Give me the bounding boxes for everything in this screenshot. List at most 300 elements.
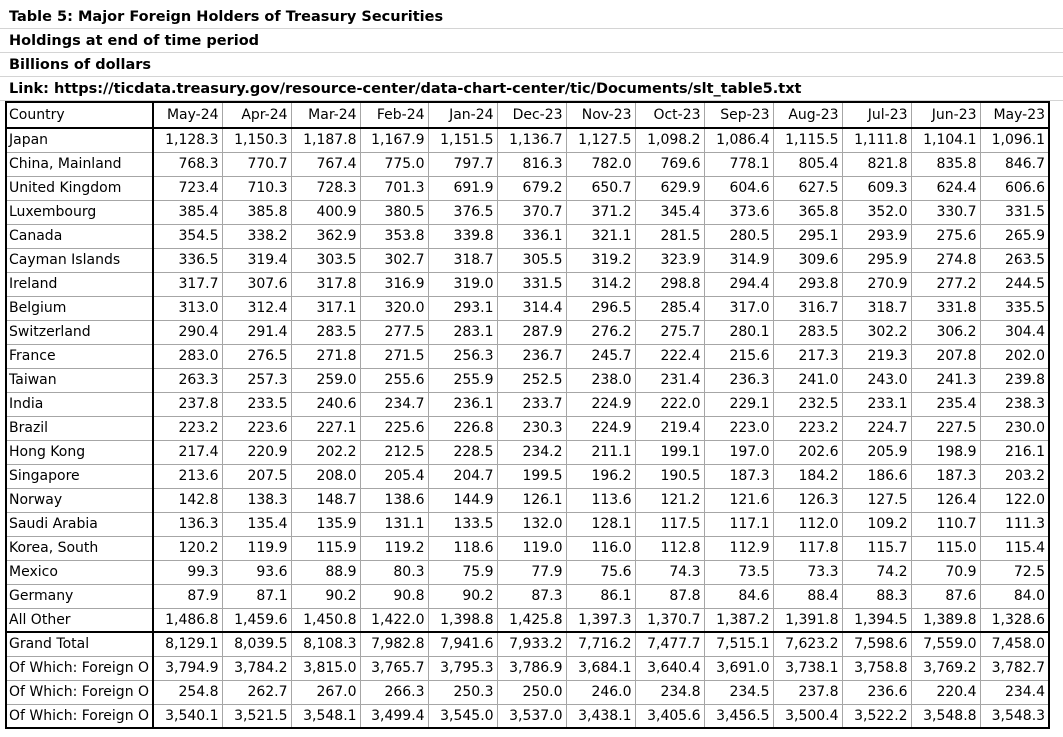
value-cell[interactable]: 233.1 [842, 392, 911, 416]
value-cell[interactable]: 93.6 [222, 560, 291, 584]
value-cell[interactable]: 257.3 [222, 368, 291, 392]
value-cell[interactable]: 306.2 [911, 320, 980, 344]
value-cell[interactable]: 321.1 [566, 224, 635, 248]
value-cell[interactable]: 679.2 [497, 176, 566, 200]
value-cell[interactable]: 8,129.1 [153, 632, 222, 656]
value-cell[interactable]: 230.3 [497, 416, 566, 440]
value-cell[interactable]: 371.2 [566, 200, 635, 224]
value-cell[interactable]: 1,115.5 [773, 128, 842, 152]
value-cell[interactable]: 236.6 [842, 680, 911, 704]
value-cell[interactable]: 624.4 [911, 176, 980, 200]
value-cell[interactable]: 770.7 [222, 152, 291, 176]
value-cell[interactable]: 205.4 [360, 464, 428, 488]
value-cell[interactable]: 117.5 [635, 512, 704, 536]
value-cell[interactable]: 222.4 [635, 344, 704, 368]
value-cell[interactable]: 99.3 [153, 560, 222, 584]
month-column-header[interactable]: Sep-23 [704, 102, 773, 128]
month-column-header[interactable]: Jul-23 [842, 102, 911, 128]
value-cell[interactable]: 319.0 [428, 272, 497, 296]
value-cell[interactable]: 199.5 [497, 464, 566, 488]
value-cell[interactable]: 116.0 [566, 536, 635, 560]
country-cell[interactable]: Belgium [6, 296, 153, 320]
value-cell[interactable]: 354.5 [153, 224, 222, 248]
country-cell[interactable]: United Kingdom [6, 176, 153, 200]
value-cell[interactable]: 385.8 [222, 200, 291, 224]
value-cell[interactable]: 138.6 [360, 488, 428, 512]
value-cell[interactable]: 629.9 [635, 176, 704, 200]
value-cell[interactable]: 244.5 [980, 272, 1049, 296]
value-cell[interactable]: 237.8 [773, 680, 842, 704]
value-cell[interactable]: 3,738.1 [773, 656, 842, 680]
value-cell[interactable]: 207.8 [911, 344, 980, 368]
value-cell[interactable]: 728.3 [291, 176, 360, 200]
value-cell[interactable]: 293.8 [773, 272, 842, 296]
month-column-header[interactable]: Nov-23 [566, 102, 635, 128]
value-cell[interactable]: 3,640.4 [635, 656, 704, 680]
value-cell[interactable]: 217.4 [153, 440, 222, 464]
country-cell[interactable]: Saudi Arabia [6, 512, 153, 536]
value-cell[interactable]: 313.0 [153, 296, 222, 320]
value-cell[interactable]: 3,540.1 [153, 704, 222, 728]
value-cell[interactable]: 266.3 [360, 680, 428, 704]
value-cell[interactable]: 202.0 [980, 344, 1049, 368]
value-cell[interactable]: 835.8 [911, 152, 980, 176]
value-cell[interactable]: 112.8 [635, 536, 704, 560]
value-cell[interactable]: 135.4 [222, 512, 291, 536]
value-cell[interactable]: 296.5 [566, 296, 635, 320]
value-cell[interactable]: 7,941.6 [428, 632, 497, 656]
value-cell[interactable]: 75.9 [428, 560, 497, 584]
value-cell[interactable]: 376.5 [428, 200, 497, 224]
value-cell[interactable]: 127.5 [842, 488, 911, 512]
value-cell[interactable]: 338.2 [222, 224, 291, 248]
value-cell[interactable]: 650.7 [566, 176, 635, 200]
value-cell[interactable]: 280.5 [704, 224, 773, 248]
value-cell[interactable]: 223.2 [153, 416, 222, 440]
month-column-header[interactable]: Aug-23 [773, 102, 842, 128]
value-cell[interactable]: 113.6 [566, 488, 635, 512]
value-cell[interactable]: 131.1 [360, 512, 428, 536]
value-cell[interactable]: 220.9 [222, 440, 291, 464]
value-cell[interactable]: 1,086.4 [704, 128, 773, 152]
value-cell[interactable]: 128.1 [566, 512, 635, 536]
value-cell[interactable]: 187.3 [911, 464, 980, 488]
value-cell[interactable]: 285.4 [635, 296, 704, 320]
value-cell[interactable]: 317.8 [291, 272, 360, 296]
value-cell[interactable]: 307.6 [222, 272, 291, 296]
country-cell[interactable]: France [6, 344, 153, 368]
value-cell[interactable]: 352.0 [842, 200, 911, 224]
value-cell[interactable]: 259.0 [291, 368, 360, 392]
country-cell[interactable]: Cayman Islands [6, 248, 153, 272]
value-cell[interactable]: 115.7 [842, 536, 911, 560]
value-cell[interactable]: 126.3 [773, 488, 842, 512]
value-cell[interactable]: 229.1 [704, 392, 773, 416]
value-cell[interactable]: 373.6 [704, 200, 773, 224]
value-cell[interactable]: 256.3 [428, 344, 497, 368]
value-cell[interactable]: 331.5 [497, 272, 566, 296]
value-cell[interactable]: 126.1 [497, 488, 566, 512]
value-cell[interactable]: 7,982.8 [360, 632, 428, 656]
value-cell[interactable]: 274.8 [911, 248, 980, 272]
value-cell[interactable]: 7,623.2 [773, 632, 842, 656]
value-cell[interactable]: 365.8 [773, 200, 842, 224]
value-cell[interactable]: 1,104.1 [911, 128, 980, 152]
value-cell[interactable]: 314.2 [566, 272, 635, 296]
value-cell[interactable]: 3,794.9 [153, 656, 222, 680]
value-cell[interactable]: 263.5 [980, 248, 1049, 272]
value-cell[interactable]: 1,486.8 [153, 608, 222, 632]
value-cell[interactable]: 220.4 [911, 680, 980, 704]
value-cell[interactable]: 132.0 [497, 512, 566, 536]
value-cell[interactable]: 135.9 [291, 512, 360, 536]
value-cell[interactable]: 3,548.8 [911, 704, 980, 728]
value-cell[interactable]: 202.6 [773, 440, 842, 464]
value-cell[interactable]: 723.4 [153, 176, 222, 200]
value-cell[interactable]: 291.4 [222, 320, 291, 344]
value-cell[interactable]: 3,499.4 [360, 704, 428, 728]
value-cell[interactable]: 227.5 [911, 416, 980, 440]
value-cell[interactable]: 290.4 [153, 320, 222, 344]
value-cell[interactable]: 121.6 [704, 488, 773, 512]
value-cell[interactable]: 119.2 [360, 536, 428, 560]
value-cell[interactable]: 7,458.0 [980, 632, 1049, 656]
value-cell[interactable]: 225.6 [360, 416, 428, 440]
value-cell[interactable]: 110.7 [911, 512, 980, 536]
value-cell[interactable]: 90.2 [428, 584, 497, 608]
value-cell[interactable]: 691.9 [428, 176, 497, 200]
value-cell[interactable]: 231.4 [635, 368, 704, 392]
value-cell[interactable]: 775.0 [360, 152, 428, 176]
value-cell[interactable]: 87.3 [497, 584, 566, 608]
value-cell[interactable]: 339.8 [428, 224, 497, 248]
value-cell[interactable]: 769.6 [635, 152, 704, 176]
value-cell[interactable]: 1,167.9 [360, 128, 428, 152]
value-cell[interactable]: 805.4 [773, 152, 842, 176]
value-cell[interactable]: 304.4 [980, 320, 1049, 344]
value-cell[interactable]: 1,394.5 [842, 608, 911, 632]
value-cell[interactable]: 224.7 [842, 416, 911, 440]
value-cell[interactable]: 208.0 [291, 464, 360, 488]
value-cell[interactable]: 370.7 [497, 200, 566, 224]
value-cell[interactable]: 277.2 [911, 272, 980, 296]
country-cell[interactable]: India [6, 392, 153, 416]
value-cell[interactable]: 1,098.2 [635, 128, 704, 152]
value-cell[interactable]: 316.7 [773, 296, 842, 320]
value-cell[interactable]: 1,387.2 [704, 608, 773, 632]
country-cell[interactable]: Singapore [6, 464, 153, 488]
value-cell[interactable]: 336.1 [497, 224, 566, 248]
country-column-header[interactable]: Country [6, 102, 153, 128]
value-cell[interactable]: 250.3 [428, 680, 497, 704]
value-cell[interactable]: 298.8 [635, 272, 704, 296]
value-cell[interactable]: 276.2 [566, 320, 635, 344]
value-cell[interactable]: 72.5 [980, 560, 1049, 584]
value-cell[interactable]: 312.4 [222, 296, 291, 320]
value-cell[interactable]: 271.8 [291, 344, 360, 368]
value-cell[interactable]: 86.1 [566, 584, 635, 608]
country-cell[interactable]: Luxembourg [6, 200, 153, 224]
value-cell[interactable]: 196.2 [566, 464, 635, 488]
value-cell[interactable]: 205.9 [842, 440, 911, 464]
country-cell[interactable]: Of Which: Foreign O [6, 680, 153, 704]
value-cell[interactable]: 263.3 [153, 368, 222, 392]
value-cell[interactable]: 234.4 [980, 680, 1049, 704]
value-cell[interactable]: 317.7 [153, 272, 222, 296]
value-cell[interactable]: 197.0 [704, 440, 773, 464]
value-cell[interactable]: 73.3 [773, 560, 842, 584]
value-cell[interactable]: 797.7 [428, 152, 497, 176]
value-cell[interactable]: 353.8 [360, 224, 428, 248]
value-cell[interactable]: 70.9 [911, 560, 980, 584]
value-cell[interactable]: 309.6 [773, 248, 842, 272]
value-cell[interactable]: 238.3 [980, 392, 1049, 416]
month-column-header[interactable]: Oct-23 [635, 102, 704, 128]
value-cell[interactable]: 84.0 [980, 584, 1049, 608]
value-cell[interactable]: 84.6 [704, 584, 773, 608]
value-cell[interactable]: 3,758.8 [842, 656, 911, 680]
value-cell[interactable]: 241.0 [773, 368, 842, 392]
value-cell[interactable]: 710.3 [222, 176, 291, 200]
value-cell[interactable]: 207.5 [222, 464, 291, 488]
value-cell[interactable]: 283.1 [428, 320, 497, 344]
country-cell[interactable]: Korea, South [6, 536, 153, 560]
value-cell[interactable]: 3,438.1 [566, 704, 635, 728]
value-cell[interactable]: 122.0 [980, 488, 1049, 512]
value-cell[interactable]: 241.3 [911, 368, 980, 392]
value-cell[interactable]: 302.7 [360, 248, 428, 272]
value-cell[interactable]: 75.6 [566, 560, 635, 584]
value-cell[interactable]: 240.6 [291, 392, 360, 416]
value-cell[interactable]: 3,405.6 [635, 704, 704, 728]
value-cell[interactable]: 283.0 [153, 344, 222, 368]
value-cell[interactable]: 238.0 [566, 368, 635, 392]
value-cell[interactable]: 255.9 [428, 368, 497, 392]
value-cell[interactable]: 74.3 [635, 560, 704, 584]
value-cell[interactable]: 294.4 [704, 272, 773, 296]
value-cell[interactable]: 283.5 [773, 320, 842, 344]
value-cell[interactable]: 7,515.1 [704, 632, 773, 656]
value-cell[interactable]: 816.3 [497, 152, 566, 176]
value-cell[interactable]: 8,108.3 [291, 632, 360, 656]
value-cell[interactable]: 250.0 [497, 680, 566, 704]
value-cell[interactable]: 138.3 [222, 488, 291, 512]
value-cell[interactable]: 335.5 [980, 296, 1049, 320]
value-cell[interactable]: 236.7 [497, 344, 566, 368]
value-cell[interactable]: 319.2 [566, 248, 635, 272]
value-cell[interactable]: 144.9 [428, 488, 497, 512]
value-cell[interactable]: 7,598.6 [842, 632, 911, 656]
value-cell[interactable]: 7,933.2 [497, 632, 566, 656]
value-cell[interactable]: 115.0 [911, 536, 980, 560]
value-cell[interactable]: 203.2 [980, 464, 1049, 488]
country-cell[interactable]: Japan [6, 128, 153, 152]
value-cell[interactable]: 283.5 [291, 320, 360, 344]
value-cell[interactable]: 345.4 [635, 200, 704, 224]
value-cell[interactable]: 234.7 [360, 392, 428, 416]
value-cell[interactable]: 778.1 [704, 152, 773, 176]
value-cell[interactable]: 224.9 [566, 392, 635, 416]
value-cell[interactable]: 3,545.0 [428, 704, 497, 728]
sheet-title-cell[interactable] [0, 5, 1063, 29]
value-cell[interactable]: 380.5 [360, 200, 428, 224]
value-cell[interactable]: 305.5 [497, 248, 566, 272]
month-column-header[interactable]: Jun-23 [911, 102, 980, 128]
value-cell[interactable]: 293.9 [842, 224, 911, 248]
value-cell[interactable]: 236.3 [704, 368, 773, 392]
value-cell[interactable]: 1,389.8 [911, 608, 980, 632]
value-cell[interactable]: 1,370.7 [635, 608, 704, 632]
country-cell[interactable]: Brazil [6, 416, 153, 440]
value-cell[interactable]: 768.3 [153, 152, 222, 176]
value-cell[interactable]: 233.5 [222, 392, 291, 416]
value-cell[interactable]: 237.8 [153, 392, 222, 416]
value-cell[interactable]: 233.7 [497, 392, 566, 416]
value-cell[interactable]: 120.2 [153, 536, 222, 560]
sheet-link-cell[interactable] [0, 77, 1063, 101]
value-cell[interactable]: 846.7 [980, 152, 1049, 176]
month-column-header[interactable]: May-23 [980, 102, 1049, 128]
value-cell[interactable]: 3,548.1 [291, 704, 360, 728]
value-cell[interactable]: 136.3 [153, 512, 222, 536]
value-cell[interactable]: 316.9 [360, 272, 428, 296]
value-cell[interactable]: 1,397.3 [566, 608, 635, 632]
value-cell[interactable]: 701.3 [360, 176, 428, 200]
value-cell[interactable]: 1,187.8 [291, 128, 360, 152]
value-cell[interactable]: 112.0 [773, 512, 842, 536]
value-cell[interactable]: 1,127.5 [566, 128, 635, 152]
country-cell[interactable]: Germany [6, 584, 153, 608]
value-cell[interactable]: 3,784.2 [222, 656, 291, 680]
value-cell[interactable]: 234.8 [635, 680, 704, 704]
value-cell[interactable]: 3,522.2 [842, 704, 911, 728]
value-cell[interactable]: 115.9 [291, 536, 360, 560]
value-cell[interactable]: 303.5 [291, 248, 360, 272]
value-cell[interactable]: 187.3 [704, 464, 773, 488]
value-cell[interactable]: 252.5 [497, 368, 566, 392]
value-cell[interactable]: 8,039.5 [222, 632, 291, 656]
value-cell[interactable]: 223.0 [704, 416, 773, 440]
value-cell[interactable]: 1,151.5 [428, 128, 497, 152]
value-cell[interactable]: 190.5 [635, 464, 704, 488]
value-cell[interactable]: 320.0 [360, 296, 428, 320]
value-cell[interactable]: 227.1 [291, 416, 360, 440]
value-cell[interactable]: 119.0 [497, 536, 566, 560]
value-cell[interactable]: 117.8 [773, 536, 842, 560]
value-cell[interactable]: 281.5 [635, 224, 704, 248]
value-cell[interactable]: 119.9 [222, 536, 291, 560]
country-cell[interactable]: Taiwan [6, 368, 153, 392]
country-cell[interactable]: Of Which: Foreign O [6, 656, 153, 680]
value-cell[interactable]: 118.6 [428, 536, 497, 560]
value-cell[interactable]: 318.7 [428, 248, 497, 272]
value-cell[interactable]: 319.4 [222, 248, 291, 272]
value-cell[interactable]: 87.9 [153, 584, 222, 608]
value-cell[interactable]: 330.7 [911, 200, 980, 224]
country-cell[interactable]: China, Mainland [6, 152, 153, 176]
value-cell[interactable]: 202.2 [291, 440, 360, 464]
value-cell[interactable]: 74.2 [842, 560, 911, 584]
value-cell[interactable]: 109.2 [842, 512, 911, 536]
value-cell[interactable]: 212.5 [360, 440, 428, 464]
value-cell[interactable]: 77.9 [497, 560, 566, 584]
value-cell[interactable]: 1,425.8 [497, 608, 566, 632]
value-cell[interactable]: 293.1 [428, 296, 497, 320]
value-cell[interactable]: 302.2 [842, 320, 911, 344]
value-cell[interactable]: 3,786.9 [497, 656, 566, 680]
month-column-header[interactable]: Mar-24 [291, 102, 360, 128]
value-cell[interactable]: 111.3 [980, 512, 1049, 536]
value-cell[interactable]: 336.5 [153, 248, 222, 272]
value-cell[interactable]: 243.0 [842, 368, 911, 392]
value-cell[interactable]: 126.4 [911, 488, 980, 512]
value-cell[interactable]: 133.5 [428, 512, 497, 536]
value-cell[interactable]: 331.8 [911, 296, 980, 320]
country-cell[interactable]: Canada [6, 224, 153, 248]
value-cell[interactable]: 782.0 [566, 152, 635, 176]
value-cell[interactable]: 198.9 [911, 440, 980, 464]
value-cell[interactable]: 767.4 [291, 152, 360, 176]
value-cell[interactable]: 1,422.0 [360, 608, 428, 632]
value-cell[interactable]: 295.9 [842, 248, 911, 272]
value-cell[interactable]: 1,450.8 [291, 608, 360, 632]
value-cell[interactable]: 3,691.0 [704, 656, 773, 680]
value-cell[interactable]: 239.8 [980, 368, 1049, 392]
value-cell[interactable]: 317.1 [291, 296, 360, 320]
country-cell[interactable]: Switzerland [6, 320, 153, 344]
value-cell[interactable]: 1,328.6 [980, 608, 1049, 632]
value-cell[interactable]: 115.4 [980, 536, 1049, 560]
value-cell[interactable]: 1,459.6 [222, 608, 291, 632]
month-column-header[interactable]: Feb-24 [360, 102, 428, 128]
value-cell[interactable]: 317.0 [704, 296, 773, 320]
value-cell[interactable]: 3,765.7 [360, 656, 428, 680]
value-cell[interactable]: 230.0 [980, 416, 1049, 440]
value-cell[interactable]: 1,136.7 [497, 128, 566, 152]
value-cell[interactable]: 255.6 [360, 368, 428, 392]
value-cell[interactable]: 217.3 [773, 344, 842, 368]
value-cell[interactable]: 87.6 [911, 584, 980, 608]
value-cell[interactable]: 245.7 [566, 344, 635, 368]
country-cell[interactable]: Of Which: Foreign O [6, 704, 153, 728]
value-cell[interactable]: 265.9 [980, 224, 1049, 248]
value-cell[interactable]: 323.9 [635, 248, 704, 272]
value-cell[interactable]: 236.1 [428, 392, 497, 416]
value-cell[interactable]: 219.4 [635, 416, 704, 440]
value-cell[interactable]: 117.1 [704, 512, 773, 536]
value-cell[interactable]: 277.5 [360, 320, 428, 344]
country-cell[interactable]: Norway [6, 488, 153, 512]
value-cell[interactable]: 87.1 [222, 584, 291, 608]
value-cell[interactable]: 80.3 [360, 560, 428, 584]
value-cell[interactable]: 3,815.0 [291, 656, 360, 680]
country-cell[interactable]: All Other [6, 608, 153, 632]
value-cell[interactable]: 627.5 [773, 176, 842, 200]
value-cell[interactable]: 215.6 [704, 344, 773, 368]
value-cell[interactable]: 3,795.3 [428, 656, 497, 680]
value-cell[interactable]: 606.6 [980, 176, 1049, 200]
value-cell[interactable]: 1,111.8 [842, 128, 911, 152]
value-cell[interactable]: 254.8 [153, 680, 222, 704]
value-cell[interactable]: 90.8 [360, 584, 428, 608]
value-cell[interactable]: 270.9 [842, 272, 911, 296]
value-cell[interactable]: 234.2 [497, 440, 566, 464]
value-cell[interactable]: 219.3 [842, 344, 911, 368]
value-cell[interactable]: 90.2 [291, 584, 360, 608]
value-cell[interactable]: 223.6 [222, 416, 291, 440]
value-cell[interactable]: 211.1 [566, 440, 635, 464]
value-cell[interactable]: 232.5 [773, 392, 842, 416]
